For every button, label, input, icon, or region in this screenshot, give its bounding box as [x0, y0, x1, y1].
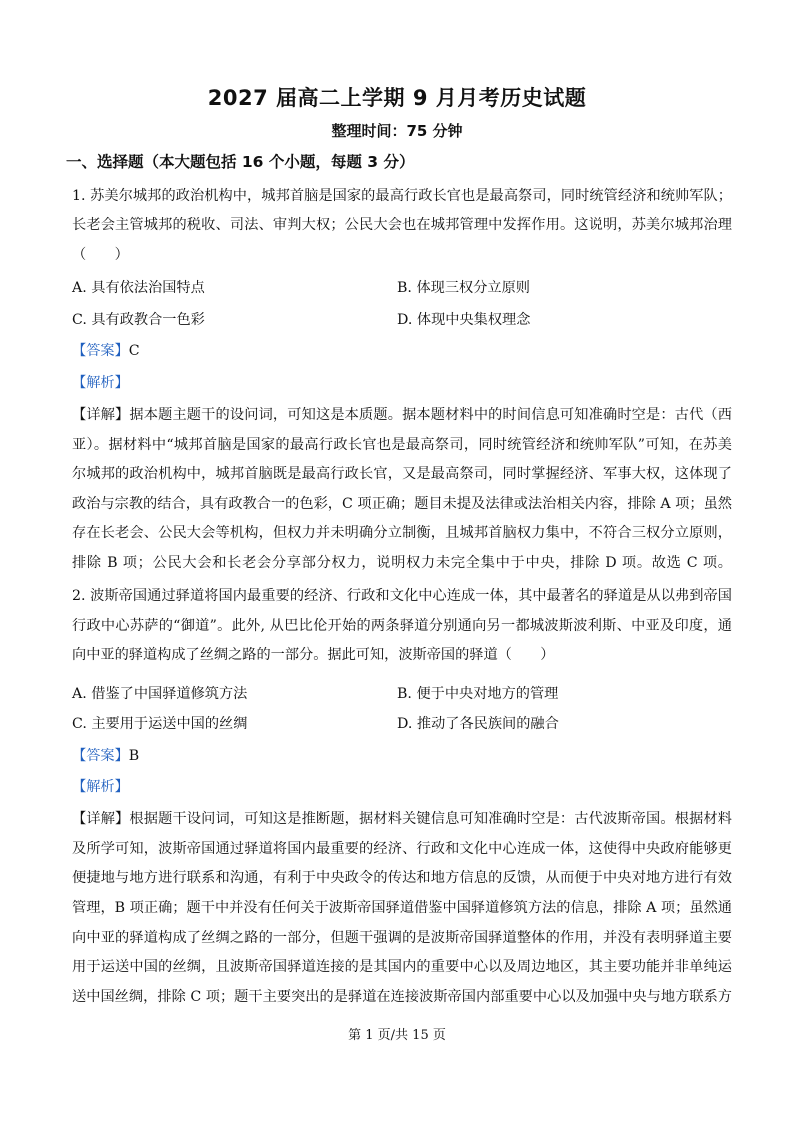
- q2-option-d: D. 推动了各民族间的融合: [397, 716, 559, 732]
- q2-option-b: B. 便于中央对地方的管理: [397, 686, 559, 702]
- page-number: 第 1 页/共 15 页: [348, 1028, 446, 1043]
- q2-detail-line-6: 用于运送中国的丝绸，且波斯帝国驿道连接的是其国内的重要中心以及周边地区，其主要功能并非单纯运: [72, 959, 732, 975]
- q1-detail-line-1: 【详解】据本题主题干的设问词，可知这是本质题。据本题材料中的时间信息可知准确时空是：古代（西: [72, 407, 732, 423]
- q2-detail-line-3: 便捷地与地方进行联系和沟通，有利于中央政令的传达和地方信息的反馈，从而便于中央对地方进行有效: [72, 870, 732, 886]
- q2-analysis: [72, 777, 129, 797]
- answer-tag: 【答案】: [72, 748, 129, 764]
- q2-option-c: C. 主要用于运送中国的丝绸: [72, 716, 248, 732]
- q1-answer: [72, 341, 140, 361]
- exam-title: 2027 届高二上学期 9 月月考历史试题: [207, 86, 587, 110]
- analysis-tag: 【解析】: [72, 779, 129, 795]
- q2-stem-line-2: 行政中心苏萨的“御道”。此外, 从巴比伦开始的两条驿道分别通向另一都城波斯波利斯、中亚及印度，通: [72, 618, 732, 634]
- q2-detail-line-7: 送中国丝绸，排除 C 项；题干主要突出的是驿道在连接波斯帝国内部重要中心以及加强中央与地方联系方: [72, 989, 732, 1005]
- q1-stem-line-1: 1. 苏美尔城邦的政治机构中，城邦首脑是国家的最高行政长官也是最高祭司，同时统管经济和统帅军队；: [72, 188, 732, 204]
- q2-stem-line-1: 2. 波斯帝国通过驿道将国内最重要的经济、行政和文化中心连成一体，其中最著名的驿道是从以弗到帝国: [72, 588, 732, 604]
- analysis-tag: 【解析】: [72, 375, 129, 391]
- q1-analysis: [72, 373, 129, 393]
- q1-stem-line-3: （ ）: [72, 247, 129, 263]
- q1-detail-line-3: 尔城邦的政治机构中，城邦首脑既是最高行政长官，又是最高祭司，同时掌握经济、军事大权，这体现了: [72, 466, 732, 482]
- exam-duration: 整理时间：75 分钟: [331, 122, 463, 140]
- q1-detail-line-6: 排除 B 项；公民大会和长老会分享部分权力，说明权力未完全集中于中央，排除 D 项。故选 C 项。: [72, 555, 732, 571]
- q1-option-d: D. 体现中央集权理念: [397, 312, 531, 328]
- answer-value: C: [128, 343, 140, 359]
- answer-tag: 【答案】: [72, 343, 129, 359]
- q2-detail-line-4: 管理，B 项正确；题干中并没有任何关于波斯帝国驿道借鉴中国驿道修筑方法的信息，排除 A 项；虽然通: [72, 900, 732, 916]
- q1-stem-line-2: 长老会主管城邦的税收、司法、审判大权；公民大会也在城邦管理中发挥作用。这说明，苏美尔城邦治理: [72, 217, 732, 233]
- q1-detail-line-5: 存在长老会、公民大会等机构，但权力并未明确分立制衡，且城邦首脑权力集中，不符合三权分立原则，: [72, 525, 732, 541]
- detail-tag: 【详解】: [72, 407, 130, 423]
- q1-detail-line-2: 亚）。据材料中“城邦首脑是国家的最高行政长官也是最高祭司，同时统管经济和统帅军队”可知，在苏美: [72, 437, 732, 453]
- q1-option-a: A. 具有依法治国特点: [72, 280, 205, 296]
- q2-option-a: A. 借鉴了中国驿道修筑方法: [72, 686, 248, 702]
- q2-detail-line-1: 【详解】根据题干设问词，可知这是推断题，据材料关键信息可知准确时空是：古代波斯帝国。根据材料: [72, 811, 732, 827]
- q2-answer: [72, 746, 139, 766]
- q2-detail-line-2: 及所学可知，波斯帝国通过驿道将国内最重要的经济、行政和文化中心连成一体，这使得中央政府能够更: [72, 841, 732, 857]
- answer-value: B: [128, 748, 140, 764]
- q2-detail-line-5: 向中亚的驿道构成了丝绸之路的一部分，但题干强调的是波斯帝国驿道整体的作用，并没有表明驿道主要: [72, 930, 732, 946]
- detail-tag: 【详解】: [72, 811, 130, 827]
- q1-option-b: B. 体现三权分立原则: [397, 280, 530, 296]
- q2-stem-line-3: 向中亚的驿道构成了丝绸之路的一部分。据此可知，波斯帝国的驿道（ ）: [72, 647, 555, 663]
- q1-option-c: C. 具有政教合一色彩: [72, 312, 205, 328]
- section-heading: 一、选择题（本大题包括 16 个小题，每题 3 分）: [66, 153, 415, 171]
- q1-detail-line-4: 政治与宗教的结合，具有政教合一的色彩，C 项正确；题目未提及法律或法治相关内容，排除 A 项；虽然: [72, 496, 732, 512]
